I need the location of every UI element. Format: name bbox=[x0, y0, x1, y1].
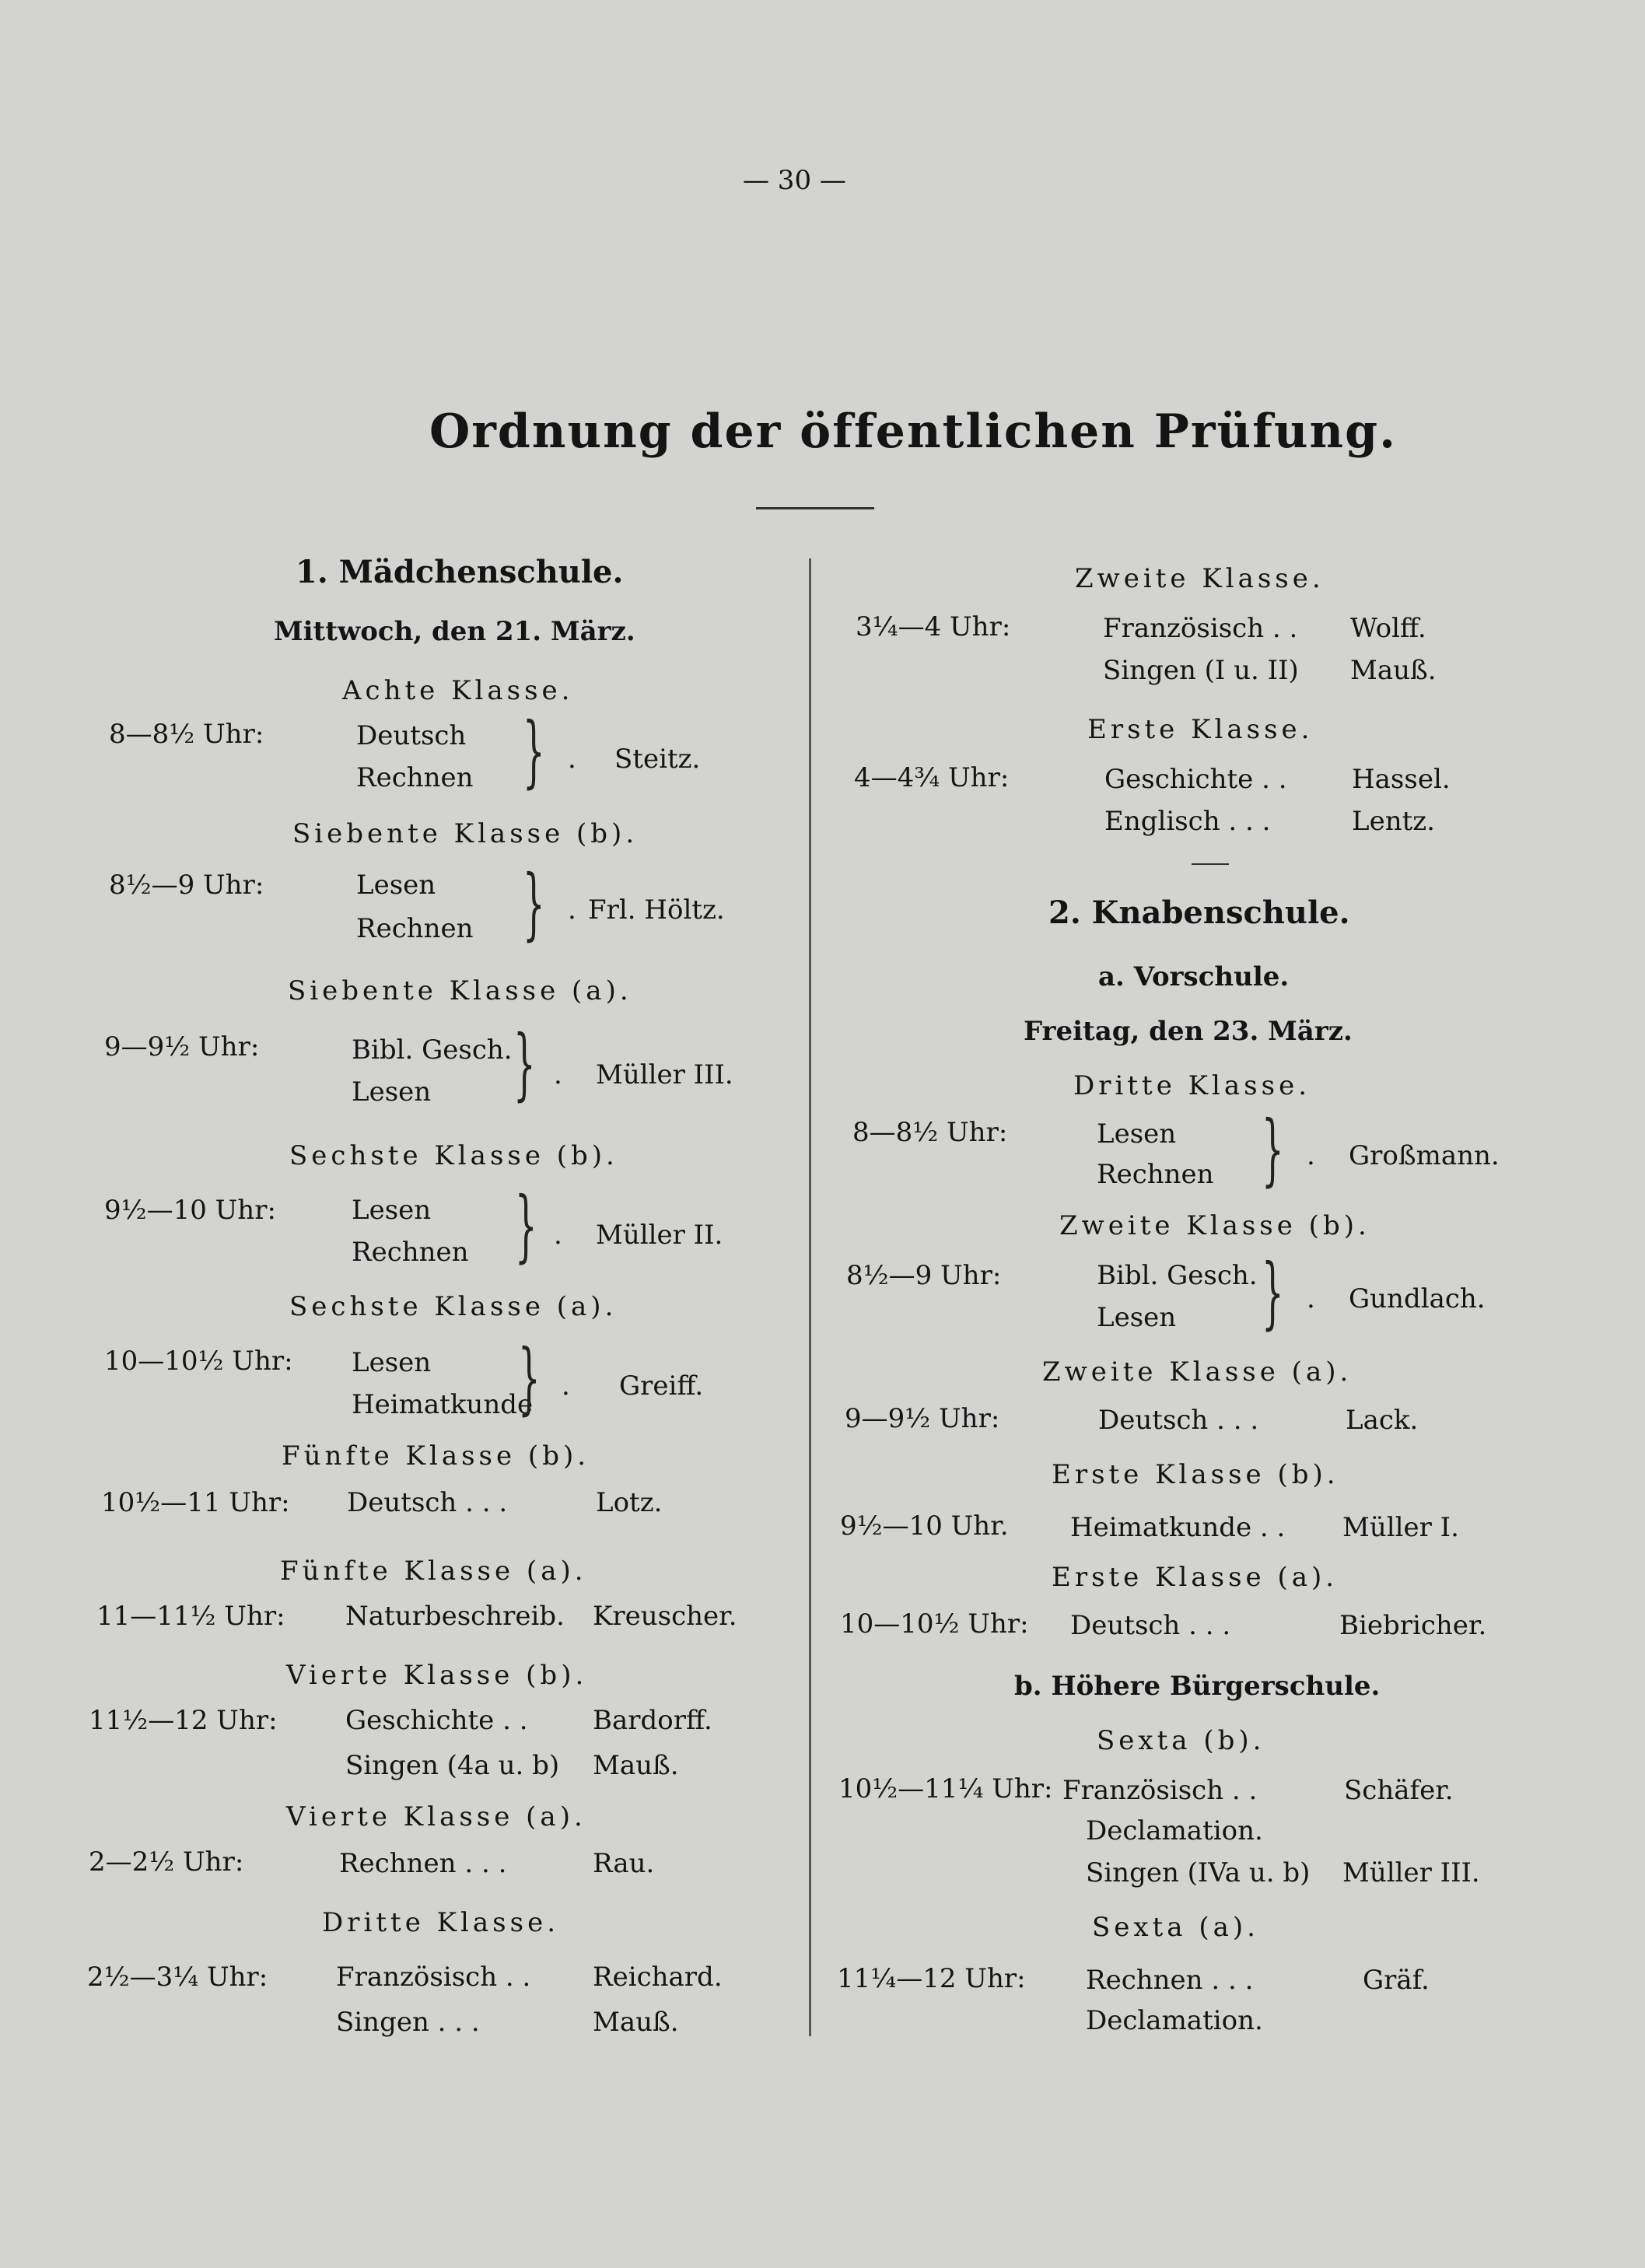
subheading-buergerschule: b. Höhere Bürgerschule. bbox=[1014, 1671, 1381, 1702]
teacher: Gräf. bbox=[1363, 1965, 1430, 1996]
subject: Geschichte . . bbox=[345, 1705, 528, 1736]
teacher: Lack. bbox=[1346, 1405, 1419, 1436]
class-heading: Fünfte Klasse (b). bbox=[282, 1440, 590, 1472]
teacher: Müller III. bbox=[1342, 1857, 1480, 1888]
time-slot: 2½—3¼ Uhr: bbox=[87, 1962, 268, 1993]
time-slot: 10½—11 Uhr: bbox=[101, 1487, 290, 1518]
teacher: . bbox=[568, 744, 576, 775]
time-slot: 9½—10 Uhr: bbox=[104, 1195, 276, 1226]
teacher: Gundlach. bbox=[1349, 1283, 1486, 1314]
subject: Französisch . . bbox=[1103, 613, 1298, 644]
subject: Deutsch . . . bbox=[1098, 1405, 1259, 1436]
time-slot: 9—9½ Uhr: bbox=[845, 1403, 1000, 1434]
subject: Lesen bbox=[356, 870, 436, 901]
subject: Englisch . . . bbox=[1104, 806, 1271, 837]
class-heading: Zweite Klasse (a). bbox=[1042, 1356, 1353, 1388]
teacher: Rau. bbox=[593, 1848, 655, 1879]
teacher: . bbox=[568, 894, 576, 926]
page-title: Ordnung der öffentlichen Prüfung. bbox=[429, 404, 1397, 459]
subject: Rechnen bbox=[1097, 1159, 1214, 1190]
subject: Singen . . . bbox=[336, 2007, 480, 2038]
subject: Lesen bbox=[352, 1347, 432, 1378]
time-slot: 9—9½ Uhr: bbox=[104, 1031, 260, 1062]
time-slot: 11½—12 Uhr: bbox=[89, 1705, 278, 1736]
class-heading: Zweite Klasse (b). bbox=[1059, 1210, 1370, 1241]
teacher: Bardorff. bbox=[593, 1705, 712, 1736]
time-slot: 8½—9 Uhr: bbox=[109, 870, 264, 901]
teacher: Müller II. bbox=[596, 1220, 723, 1251]
subject: Singen (IVa u. b) bbox=[1086, 1857, 1311, 1888]
column-divider bbox=[809, 558, 811, 2036]
class-heading: Erste Klasse (a). bbox=[1052, 1562, 1339, 1593]
class-heading: Erste Klasse. bbox=[1087, 714, 1314, 745]
teacher: Lotz. bbox=[596, 1487, 663, 1518]
subject: Bibl. Gesch. bbox=[1097, 1260, 1258, 1291]
class-heading: Sechste Klasse (a). bbox=[289, 1291, 618, 1322]
teacher: . bbox=[554, 1220, 562, 1251]
subject: Lesen bbox=[1097, 1302, 1177, 1333]
subject: Lesen bbox=[352, 1195, 432, 1226]
date-heading-left: Mittwoch, den 21. März. bbox=[274, 616, 635, 647]
teacher: Biebricher. bbox=[1339, 1610, 1487, 1641]
class-heading: Zweite Klasse. bbox=[1075, 563, 1325, 594]
subject: Declamation. bbox=[1086, 2005, 1263, 2036]
subject: Rechnen bbox=[356, 913, 474, 944]
teacher: Lentz. bbox=[1352, 806, 1435, 837]
subject: Singen (4a u. b) bbox=[345, 1750, 560, 1781]
time-slot: 9½—10 Uhr. bbox=[840, 1510, 1009, 1542]
class-heading: Erste Klasse (b). bbox=[1052, 1459, 1339, 1490]
subject: Rechnen . . . bbox=[339, 1848, 507, 1879]
class-heading: Fünfte Klasse (a). bbox=[280, 1556, 587, 1587]
subject: Heimatkunde . . bbox=[1070, 1512, 1286, 1543]
teacher: Mauß. bbox=[593, 2007, 679, 2038]
subject: Rechnen bbox=[356, 762, 474, 793]
class-heading: Dritte Klasse. bbox=[322, 1907, 560, 1938]
brace: } bbox=[515, 1180, 537, 1271]
class-heading: Dritte Klasse. bbox=[1073, 1070, 1311, 1101]
time-slot: 4—4¾ Uhr: bbox=[854, 762, 1010, 793]
class-heading: Siebente Klasse (b). bbox=[292, 818, 639, 849]
teacher: Schäfer. bbox=[1344, 1775, 1454, 1806]
teacher: Frl. Höltz. bbox=[588, 894, 725, 926]
class-heading: Sexta (b). bbox=[1097, 1725, 1265, 1756]
teacher: . bbox=[1307, 1283, 1315, 1314]
subject: Deutsch . . . bbox=[347, 1487, 508, 1518]
subject: Lesen bbox=[1097, 1118, 1177, 1150]
page-number: — 30 — bbox=[743, 165, 846, 196]
class-heading: Sexta (a). bbox=[1092, 1912, 1259, 1943]
brace: } bbox=[1262, 1104, 1284, 1195]
subject: Deutsch bbox=[356, 720, 467, 751]
teacher: . bbox=[554, 1059, 562, 1090]
teacher: Wolff. bbox=[1350, 613, 1426, 644]
brace: } bbox=[513, 1018, 536, 1109]
time-slot: 8—8½ Uhr: bbox=[109, 719, 264, 750]
date-heading-right: Freitag, den 23. März. bbox=[1024, 1016, 1353, 1047]
teacher: Reichard. bbox=[593, 1962, 723, 1993]
time-slot: 10—10½ Uhr: bbox=[840, 1608, 1029, 1640]
subject: Naturbeschreib. bbox=[345, 1601, 565, 1632]
subject: Rechnen . . . bbox=[1086, 1965, 1254, 1996]
subject: Französisch . . bbox=[336, 1962, 531, 1993]
teacher: Müller III. bbox=[596, 1059, 733, 1090]
subject: Französisch . . bbox=[1062, 1775, 1258, 1806]
section-rule bbox=[1192, 863, 1229, 865]
class-heading: Sechste Klasse (b). bbox=[289, 1140, 618, 1171]
time-slot: 2—2½ Uhr: bbox=[89, 1846, 244, 1878]
subject: Deutsch . . . bbox=[1070, 1610, 1231, 1641]
class-heading: Vierte Klasse (b). bbox=[286, 1660, 588, 1691]
class-heading: Achte Klasse. bbox=[342, 675, 574, 706]
teacher: . bbox=[1307, 1140, 1315, 1171]
teacher: . bbox=[562, 1370, 570, 1402]
time-slot: 11—11½ Uhr: bbox=[96, 1601, 285, 1632]
time-slot: 11¼—12 Uhr: bbox=[837, 1963, 1026, 1994]
class-heading: Siebente Klasse (a). bbox=[288, 975, 632, 1006]
brace: } bbox=[523, 705, 545, 796]
teacher: Greiff. bbox=[619, 1370, 704, 1402]
subject: Bibl. Gesch. bbox=[352, 1034, 513, 1066]
brace: } bbox=[523, 858, 545, 949]
teacher: Steitz. bbox=[614, 744, 701, 775]
class-heading: Vierte Klasse (a). bbox=[286, 1801, 586, 1832]
subject: Singen (I u. II) bbox=[1103, 655, 1299, 686]
school-heading-maedchen: 1. Mädchenschule. bbox=[296, 554, 624, 590]
brace: } bbox=[518, 1332, 541, 1423]
subheading-vorschule: a. Vorschule. bbox=[1098, 961, 1290, 992]
subject: Rechnen bbox=[352, 1237, 469, 1268]
brace: } bbox=[1262, 1247, 1284, 1338]
time-slot: 10½—11¼ Uhr: bbox=[838, 1773, 1053, 1804]
time-slot: 10—10½ Uhr: bbox=[104, 1346, 293, 1377]
teacher: Mauß. bbox=[593, 1750, 679, 1781]
title-rule bbox=[756, 507, 874, 509]
time-slot: 3¼—4 Uhr: bbox=[856, 611, 1011, 642]
teacher: Mauß. bbox=[1350, 655, 1437, 686]
subject: Heimatkunde bbox=[352, 1389, 534, 1420]
teacher: Großmann. bbox=[1349, 1140, 1500, 1171]
school-heading-knaben: 2. Knabenschule. bbox=[1048, 894, 1350, 931]
time-slot: 8—8½ Uhr: bbox=[852, 1117, 1008, 1148]
teacher: Kreuscher. bbox=[593, 1601, 737, 1632]
subject: Declamation. bbox=[1086, 1815, 1263, 1846]
subject: Geschichte . . bbox=[1104, 764, 1287, 795]
subject: Lesen bbox=[352, 1076, 432, 1108]
teacher: Müller I. bbox=[1342, 1512, 1459, 1543]
time-slot: 8½—9 Uhr: bbox=[846, 1260, 1002, 1291]
teacher: Hassel. bbox=[1352, 764, 1451, 795]
